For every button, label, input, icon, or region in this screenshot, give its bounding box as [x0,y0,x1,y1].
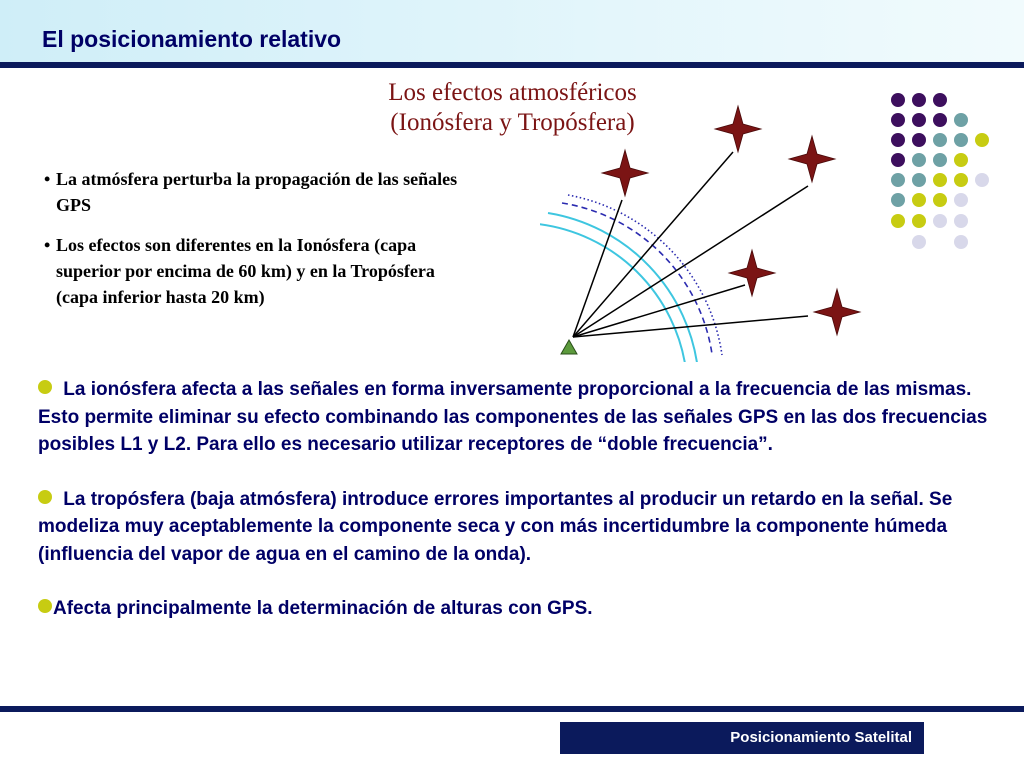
dot-row [891,133,989,147]
intro-bullet: • Los efectos son diferentes en la Ionósfera (capa superior por encima de 60 km) y en la Tropósfera (capa inferior hasta 20 km) [44,232,464,310]
satellite-star-icon [814,289,860,335]
main-paragraph-text: Afecta principalmente la determinación de alturas con GPS. [53,598,593,619]
dot-row [891,173,989,187]
dot-row [912,235,968,249]
top-rule [0,62,1024,68]
satellite-star-icon [602,150,648,196]
satellite-star-icon [729,250,775,296]
dot-row [891,93,947,107]
main-content [38,376,998,623]
dot-row [891,214,968,228]
dot-row [891,113,968,127]
intro-bullet-list [44,166,464,324]
receiver-icon [561,340,577,354]
intro-bullet: • La atmósfera perturba la propagación de las señales GPS [44,166,464,218]
main-paragraph-text: La ionósfera afecta a las señales en forma inversamente proporcional a la frecuencia de las mismas. Esto permite eliminar su efecto combinando las componentes de las señales GPS en las dos frecuencias posibles L1 y L2. Para ello es necesario utilizar receptores de “doble frecuencia”. [38,379,988,455]
main-paragraph [38,486,998,569]
decorative-dot-grid [890,92,990,252]
dot-row [891,193,968,207]
satellite-star-icon [715,106,761,152]
troposphere-layer-outer [548,213,698,362]
dot-row [891,153,968,167]
main-paragraph-text: La tropósfera (baja atmósfera) introduce errores importantes al producir un retardo en la señal. Se modeliza muy aceptablemente la componente seca y con más incertidumbre la componente húmeda (influencia del vapor de agua en el camino de la onda). [38,488,953,565]
subtitle-line-1: Los efectos atmosféricos [388,79,637,106]
satellite-star-icon [789,136,835,182]
troposphere-layer-inner [540,224,686,362]
main-paragraph [38,595,998,623]
bullet-dot-icon [38,490,52,504]
bullet-dot-icon [38,380,52,394]
signal-ray [573,186,808,337]
main-paragraph [38,376,998,459]
slide-title: El posicionamiento relativo [42,26,342,52]
footer-label: Posicionamiento Satelital [560,722,924,754]
bottom-rule [0,706,1024,712]
atmosphere-diagram [540,100,870,362]
subtitle-line-2: (Ionósfera y Tropósfera) [390,109,635,136]
bullet-dot-icon [38,599,52,613]
